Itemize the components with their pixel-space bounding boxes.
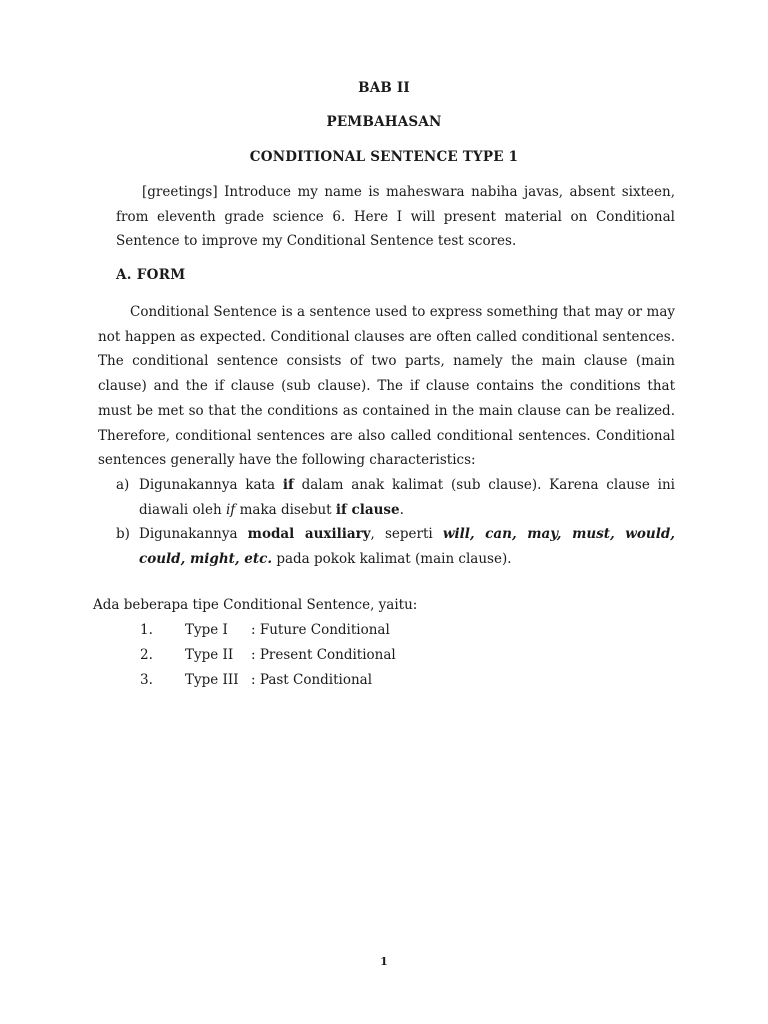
- keyword-if: if: [282, 477, 294, 493]
- list-marker: a): [116, 477, 130, 493]
- type-description: : Past Conditional: [251, 672, 373, 688]
- list-item-body: [139, 473, 675, 522]
- types-intro: Ada beberapa tipe Conditional Sentence, yaitu:: [93, 597, 418, 613]
- list-text: Digunakannya kata: [139, 477, 283, 493]
- list-text: dalam anak kalimat (sub clause). Karena clause ini diawali oleh: [139, 477, 675, 518]
- type-description: : Future Conditional: [251, 622, 390, 638]
- type-name: Type II: [185, 647, 234, 663]
- modal-examples: will, can, may, must, would, could, might, etc.: [139, 526, 675, 567]
- chapter-heading: BAB II: [358, 80, 410, 96]
- type-number: 1.: [140, 622, 153, 638]
- list-item-body: [139, 522, 675, 571]
- list-text: maka disebut: [235, 501, 336, 518]
- type-number: 2.: [140, 647, 153, 663]
- page-number: 1: [380, 955, 388, 968]
- intro-paragraph: [greetings] Introduce my name is maheswara nabiha javas, absent sixteen, from eleventh grade science 6. Here I will present material on Conditional Sentence to improve my Conditional Sentence test scores.: [116, 184, 675, 250]
- list-text: Digunakannya: [139, 526, 248, 542]
- topic-heading: CONDITIONAL SENTENCE TYPE 1: [249, 149, 519, 165]
- type-row: [140, 647, 440, 667]
- keyword-if-italic: if: [225, 501, 236, 518]
- type-number: 3.: [140, 672, 153, 688]
- type-name: Type III: [185, 672, 239, 688]
- list-marker: b): [116, 526, 130, 542]
- list-text: .: [399, 501, 404, 518]
- characteristic-item-a: [116, 473, 675, 522]
- list-text: pada pokok kalimat (main clause).: [272, 550, 512, 567]
- keyword-modal-auxiliary: modal auxiliary: [247, 526, 371, 542]
- type-description: : Present Conditional: [251, 647, 396, 663]
- form-paragraph: Conditional Sentence is a sentence used to express something that may or may not happen as expected. Conditional clauses are often called conditional sentences. The conditional sentence consists of two parts, namely the main clause (main clause) and the if clause (sub clause). The if clause contains the conditions that must be met so that the conditions as contained in the main clause can be realized. Therefore, conditional sentences are also called conditional sentences. Conditional sentences generally have the following characteristics:: [98, 304, 675, 469]
- type-row: [140, 672, 440, 692]
- type-row: [140, 622, 440, 642]
- type-name: Type I: [185, 622, 228, 638]
- section-heading: PEMBAHASAN: [326, 114, 442, 130]
- characteristic-item-b: [116, 522, 675, 571]
- section-a-title: A. FORM: [116, 267, 186, 283]
- keyword-if-clause: if clause: [335, 501, 400, 518]
- list-text: , seperti: [370, 526, 443, 542]
